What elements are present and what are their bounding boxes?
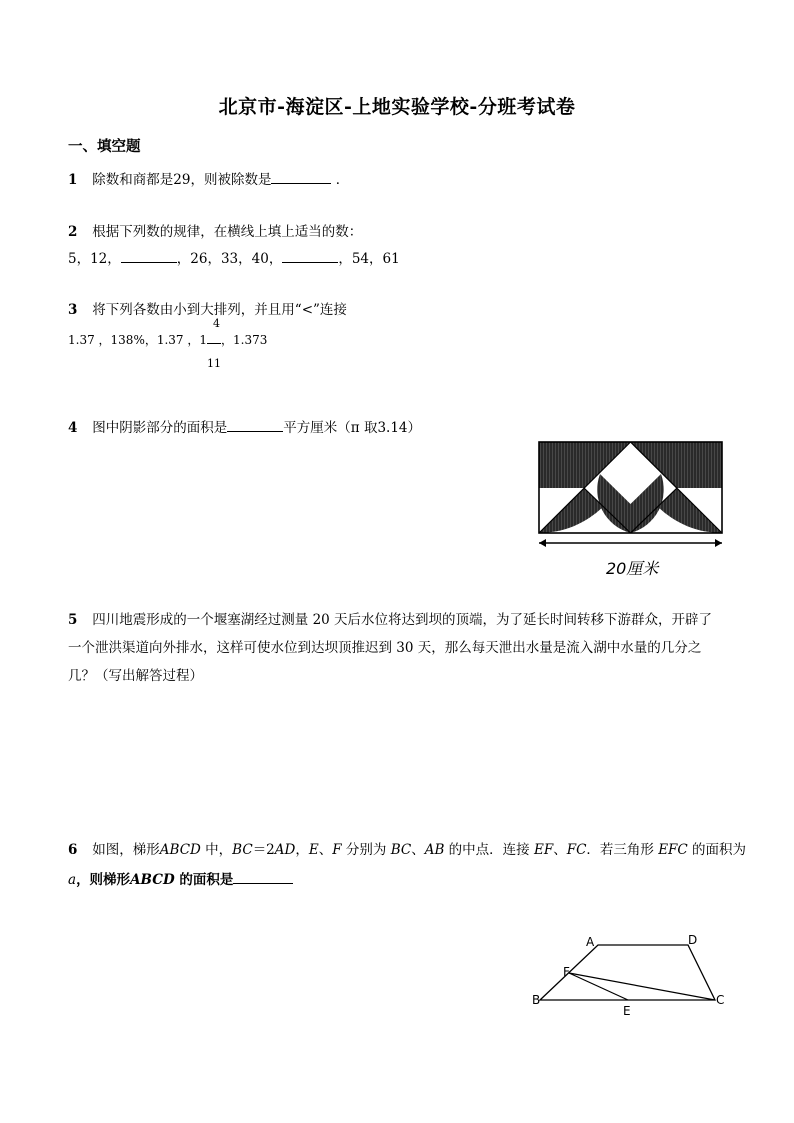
- fraction-denominator: 11: [207, 357, 221, 370]
- text: BC: [232, 842, 253, 858]
- text: 中，: [200, 842, 233, 858]
- text: ＝2: [252, 842, 275, 858]
- sequence-part: ，26，33，40，: [176, 251, 283, 267]
- question-number: 3: [68, 302, 78, 318]
- question-number: 6: [68, 842, 78, 858]
- text: 、: [318, 842, 333, 858]
- answer-blank[interactable]: [271, 170, 331, 184]
- text: ABCD: [130, 872, 175, 888]
- question-4: [68, 416, 421, 436]
- text: 的中点．连接: [444, 842, 534, 858]
- label-c: C: [716, 993, 725, 1007]
- section-heading: 一、填空题: [68, 138, 141, 155]
- answer-blank[interactable]: [227, 418, 283, 432]
- question-text: 除数和商都是29，则被除数是: [92, 172, 272, 188]
- text: AB: [424, 842, 445, 858]
- question-2: [68, 220, 362, 240]
- question-number: 4: [68, 420, 78, 436]
- question-number: 1: [68, 172, 78, 188]
- text: ，: [295, 842, 309, 858]
- question-6: [68, 838, 746, 858]
- label-f: F: [563, 965, 570, 979]
- question-number: 5: [68, 612, 78, 628]
- label-d: D: [688, 933, 698, 947]
- answer-blank[interactable]: [233, 870, 293, 884]
- text: ．若三角形: [586, 842, 659, 858]
- mixed-fraction: [207, 317, 221, 347]
- text: EF: [533, 842, 554, 858]
- question-1: [68, 168, 349, 188]
- page-title: 北京市-海淀区-上地实验学校-分班考试卷: [218, 96, 576, 118]
- label-a: A: [586, 935, 595, 949]
- question-text: 将下列各数由小到大排列，并且用“<”连接: [92, 302, 347, 318]
- text: 、: [411, 842, 425, 858]
- text: BC: [390, 842, 412, 858]
- label-e: E: [623, 1004, 631, 1018]
- sequence-part: 5，12，: [68, 251, 121, 267]
- question-5-line2: 一个泄洪渠道向外排水，这样可使水位到达坝顶推迟到 30 天，那么每天泄出水量是流入湖中水量的几分之: [68, 640, 702, 656]
- question-text: 图中阴影部分的面积是: [92, 420, 228, 436]
- numbers-line: [68, 317, 268, 348]
- text: 的面积是: [174, 872, 234, 888]
- answer-blank[interactable]: [282, 249, 338, 263]
- dimension-label: 20厘米: [606, 559, 659, 578]
- text: ABCD: [159, 842, 201, 858]
- question-3: [68, 298, 347, 318]
- text: ，则梯形: [76, 872, 131, 888]
- question-text: 根据下列数的规律，在横线上填上适当的数：: [92, 224, 363, 240]
- text: 、: [553, 842, 567, 858]
- question-text: 平方厘米（π 取3.14）: [283, 420, 422, 436]
- numbers-part: ，1.373: [221, 333, 268, 347]
- question-5-line3: 几？（写出解答过程）: [68, 668, 203, 684]
- question-5: [68, 608, 712, 628]
- answer-blank[interactable]: [121, 249, 177, 263]
- text: EFC: [658, 842, 688, 858]
- text: FC: [566, 842, 587, 858]
- label-b: B: [532, 993, 541, 1007]
- text: F: [332, 842, 342, 858]
- text: 分别为: [341, 842, 391, 858]
- text: E: [308, 842, 319, 858]
- question-number: 2: [68, 224, 78, 240]
- question-text: 四川地震形成的一个堰塞湖经过测量 20 天后水位将达到坝的顶端，为了延长时间转移下游群众，开辟了: [92, 612, 713, 628]
- punctuation: ．: [335, 172, 350, 188]
- text: a: [68, 872, 77, 888]
- fraction-numerator: 4: [213, 317, 221, 330]
- numbers-part: 1.37 ，138%，1.37 ，1: [68, 333, 208, 347]
- fraction-bar: [207, 331, 221, 344]
- text: 如图，梯形: [92, 842, 160, 858]
- sequence-part: ，54，61: [338, 251, 400, 267]
- question-6-line2: [68, 868, 293, 888]
- text: AD: [274, 842, 296, 858]
- sequence-line: [68, 247, 400, 267]
- text: 的面积为: [687, 842, 747, 858]
